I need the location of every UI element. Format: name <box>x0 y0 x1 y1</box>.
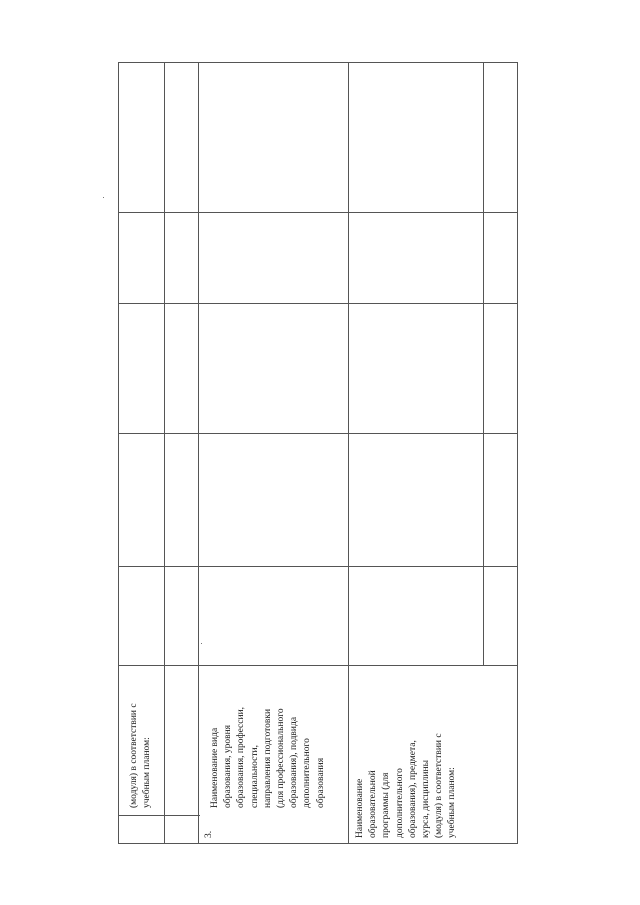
row3-line-7: образования), подвида <box>289 716 300 808</box>
row3-line-9: образования <box>315 757 326 808</box>
row3-line-5: направления подготовки <box>262 708 273 808</box>
program-line-4: дополнительного <box>394 768 405 838</box>
row3-line-6: (для профессионального <box>276 708 287 808</box>
table-border-bottom <box>118 843 518 844</box>
continuation-line-1: (модуля) в соответствии с <box>129 703 139 808</box>
table-border-left <box>118 62 119 843</box>
row3-line-3: образования, профессии, <box>236 706 247 808</box>
program-line-7: (модуля) в соответствии с <box>434 733 445 838</box>
col-divider-5 <box>118 665 518 666</box>
cell-row3-number <box>200 818 222 842</box>
col-divider-1 <box>118 212 518 213</box>
scan-speck <box>103 197 104 198</box>
row3-line-4: специальности, <box>249 745 260 808</box>
program-line-1: Наименование <box>355 778 365 838</box>
row3-number: 3. <box>204 830 214 838</box>
table-border-right <box>517 62 518 843</box>
cell-row3-description <box>205 668 347 813</box>
row-divider-2 <box>198 62 199 843</box>
program-line-2: образовательной <box>368 770 379 838</box>
row3-line-1: Наименование вида <box>210 727 220 808</box>
program-line-3: программы (для <box>381 772 392 838</box>
continuation-line-2: учебным планом: <box>142 737 153 808</box>
row-divider-4 <box>483 62 484 665</box>
col-divider-2 <box>118 303 518 304</box>
program-line-6: курса, дисциплины <box>421 760 432 838</box>
table-border-top <box>118 62 518 63</box>
cell-continuation-text <box>120 668 164 813</box>
row-divider-3 <box>348 62 349 843</box>
program-line-5: образования), предмета, <box>407 740 418 838</box>
scan-speck <box>201 643 202 644</box>
row3-line-8: дополнительного <box>302 738 313 808</box>
col-divider-6 <box>118 815 200 816</box>
col-divider-3 <box>118 433 518 434</box>
row3-line-2: образования, уровня <box>223 724 234 808</box>
col-divider-4 <box>118 566 518 567</box>
cell-program-description <box>350 668 483 842</box>
program-line-8: учебным планом: <box>447 767 458 838</box>
row-divider-1 <box>164 62 165 843</box>
